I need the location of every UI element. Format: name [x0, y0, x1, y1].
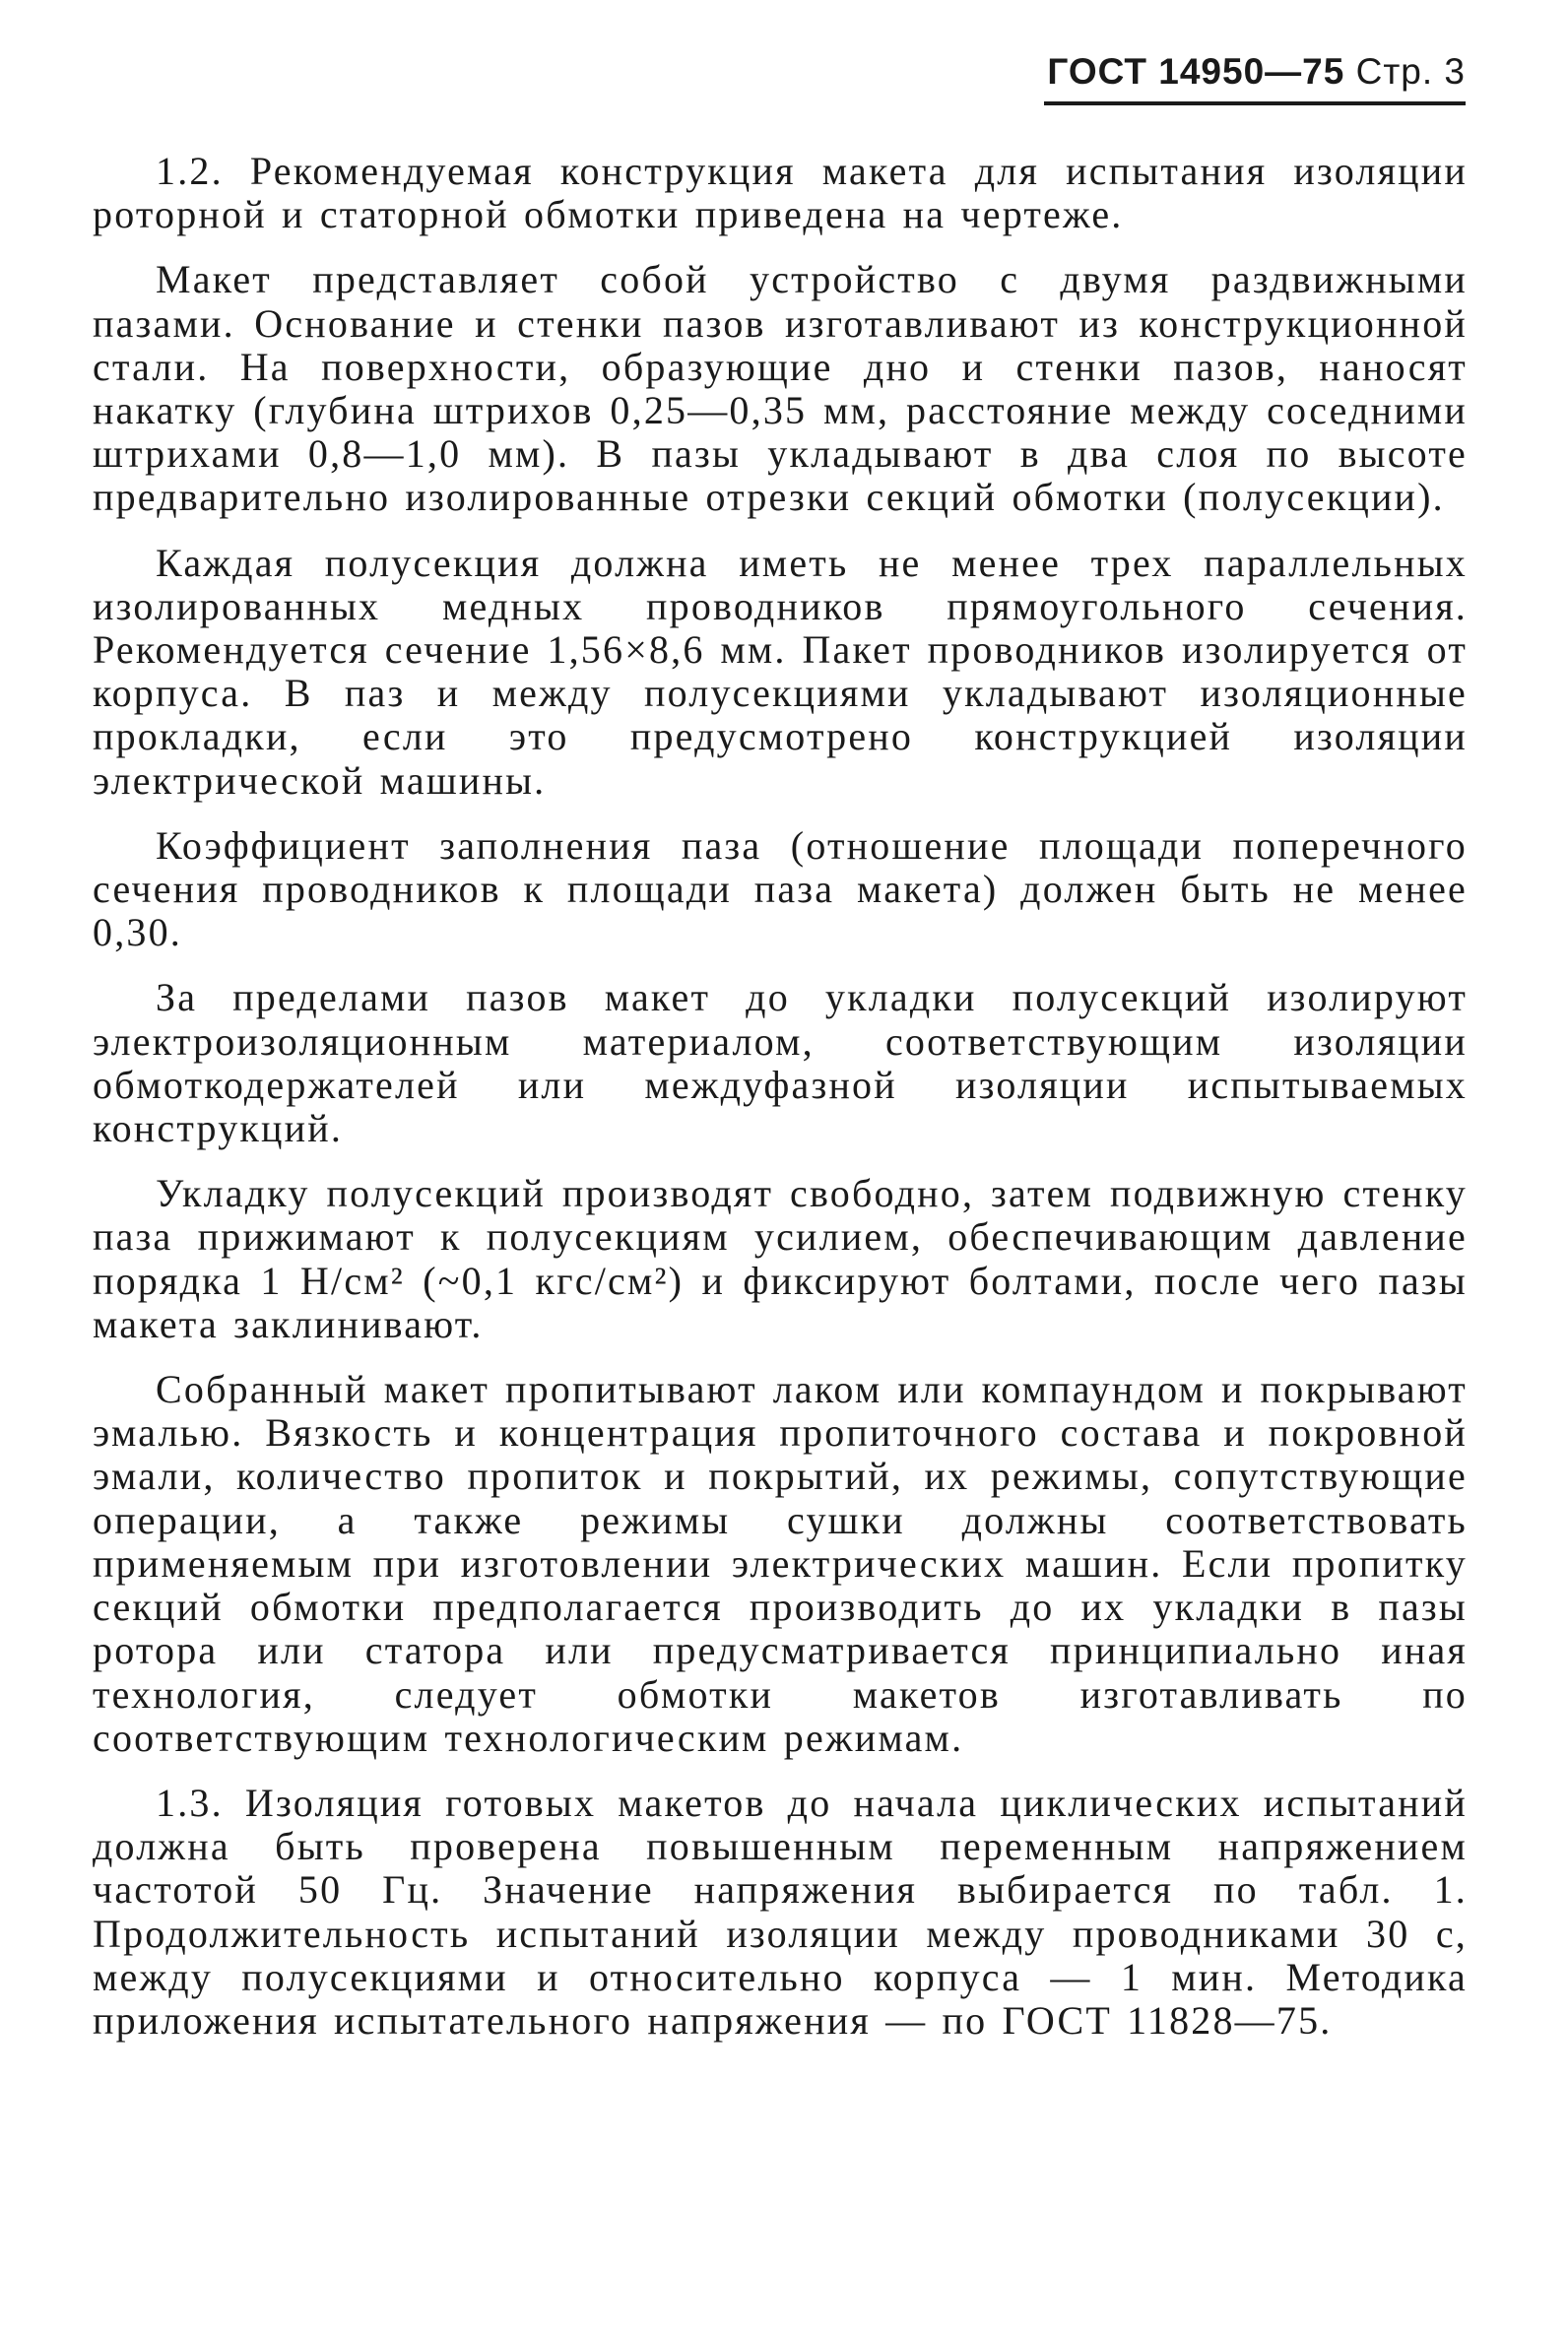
paragraph-impregnation: Собранный макет пропитывают лаком или компаундом и покрывают эмалью. Вязкость и концентрация пропиточного состава и покровной эмали, количество пропиток и покрытий, их режимы, сопутствующие операции, а также режимы сушки должны соответствовать применяемым при изготовлении электрических машин. Если пропитку секций обмотки предполагается производить до их укладки в пазы ротора или статора или предусматривается принципиально иная технология, следует обмотки макетов изготавливать по соответствующим технологическим режимам. — [93, 1367, 1468, 1760]
paragraph-mockup-description: Макет представляет собой устройство с двумя раздвижными пазами. Основание и стенки пазов изготавливают из конструкционной стали. На поверхности, образующие дно и стенки пазов, наносят накатку (глубина штрихов 0,25—0,35 мм, расстояние между соседними штрихами 0,8—1,0 мм). В пазы укладывают в два слоя по высоте предварительно изолированные отрезки секций обмотки (полусекции). — [93, 257, 1468, 520]
page-number: Стр. 3 — [1355, 51, 1466, 92]
page-header — [1044, 51, 1466, 93]
paragraph-laying: Укладку полусекций производят свободно, затем подвижную стенку паза прижимают к полусекциям усилием, обеспечивающим давление порядка 1 Н/см² (~0,1 кгс/см²) и фиксируют болтами, после чего пазы макета заклинивают. — [93, 1171, 1468, 1346]
paragraph-half-section: Каждая полусекция должна иметь не менее трех параллельных изолированных медных проводников прямоугольного сечения. Рекомендуется сечение 1,56×8,6 мм. Пакет проводников изолируется от корпуса. В паз и между полусекциями укладывают изоляционные прокладки, если это предусмотрено конструкцией изоляции электрической машины. — [93, 540, 1468, 803]
paragraph-outside-slots: За пределами пазов макет до укладки полусекций изолируют электроизоляционным материалом, соответствующим изоляции обмоткодержателей или междуфазной изоляции испытываемых конструкций. — [93, 975, 1468, 1151]
document-body — [93, 150, 1468, 2043]
paragraph-fill-factor: Коэффициент заполнения паза (отношение площади поперечного сечения проводников к площади паза макета) должен быть не менее 0,30. — [93, 822, 1468, 955]
paragraph-1-2: 1.2. Рекомендуемая конструкция макета для испытания изоляции роторной и статорной обмотки приведена на чертеже. — [93, 149, 1468, 237]
paragraph-1-3: 1.3. Изоляция готовых макетов до начала циклических испытаний должна быть проверена повышенным переменным напряжением частотой 50 Гц. Значение напряжения выбирается по табл. 1. Продолжительность испытаний изоляции между проводниками 30 с, между полусекциями и относительно корпуса — 1 мин. Методика приложения испытательного напряжения — по ГОСТ 11828—75. — [93, 1780, 1468, 2043]
header-rule — [1044, 101, 1466, 105]
standard-number: ГОСТ 14950—75 — [1047, 51, 1345, 92]
